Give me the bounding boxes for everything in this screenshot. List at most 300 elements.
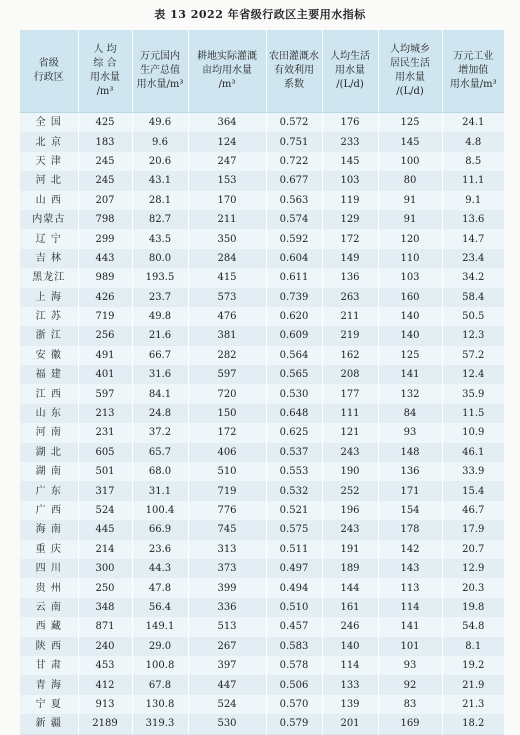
cell-residential-water-per-capita: 114 bbox=[378, 598, 442, 617]
cell-per-capita-water-use: 719 bbox=[78, 307, 132, 326]
cell-water-per-10k-industry: 19.2 bbox=[442, 656, 504, 675]
cell-irrigation-efficiency: 0.494 bbox=[266, 578, 322, 597]
cell-water-per-10k-industry: 11.1 bbox=[442, 171, 504, 190]
cell-province: 吉 林 bbox=[20, 249, 78, 268]
cell-province: 新 疆 bbox=[20, 714, 78, 734]
cell-irrigation-water-per-mu: 513 bbox=[188, 617, 266, 636]
cell-domestic-water-per-capita: 162 bbox=[322, 346, 378, 365]
cell-per-capita-water-use: 412 bbox=[78, 675, 132, 694]
cell-water-per-10k-industry: 9.1 bbox=[442, 191, 504, 210]
cell-water-per-10k-gdp: 56.4 bbox=[132, 598, 188, 617]
cell-irrigation-efficiency: 0.648 bbox=[266, 404, 322, 423]
cell-irrigation-water-per-mu: 124 bbox=[188, 132, 266, 151]
cell-irrigation-efficiency: 0.574 bbox=[266, 210, 322, 229]
cell-residential-water-per-capita: 91 bbox=[378, 210, 442, 229]
cell-irrigation-water-per-mu: 282 bbox=[188, 346, 266, 365]
cell-residential-water-per-capita: 80 bbox=[378, 171, 442, 190]
cell-province: 江 苏 bbox=[20, 307, 78, 326]
cell-water-per-10k-gdp: 100.8 bbox=[132, 656, 188, 675]
cell-irrigation-water-per-mu: 150 bbox=[188, 404, 266, 423]
cell-province: 广 东 bbox=[20, 481, 78, 500]
column-header-irrigation-water-per-mu: 耕地实际灌溉 亩均用水量 /m³ bbox=[188, 30, 266, 113]
cell-per-capita-water-use: 401 bbox=[78, 365, 132, 384]
cell-water-per-10k-gdp: 28.1 bbox=[132, 191, 188, 210]
cell-water-per-10k-industry: 13.6 bbox=[442, 210, 504, 229]
cell-domestic-water-per-capita: 119 bbox=[322, 191, 378, 210]
cell-water-per-10k-industry: 33.9 bbox=[442, 462, 504, 481]
cell-province: 海 南 bbox=[20, 520, 78, 539]
cell-province: 内蒙古 bbox=[20, 210, 78, 229]
cell-water-per-10k-gdp: 66.9 bbox=[132, 520, 188, 539]
cell-domestic-water-per-capita: 129 bbox=[322, 210, 378, 229]
cell-water-per-10k-industry: 20.7 bbox=[442, 540, 504, 559]
cell-irrigation-water-per-mu: 211 bbox=[188, 210, 266, 229]
cell-domestic-water-per-capita: 263 bbox=[322, 288, 378, 307]
table-row bbox=[20, 152, 504, 171]
cell-per-capita-water-use: 871 bbox=[78, 617, 132, 636]
cell-water-per-10k-industry: 19.8 bbox=[442, 598, 504, 617]
cell-irrigation-water-per-mu: 373 bbox=[188, 559, 266, 578]
cell-irrigation-efficiency: 0.457 bbox=[266, 617, 322, 636]
table-row bbox=[20, 559, 504, 578]
cell-residential-water-per-capita: 125 bbox=[378, 113, 442, 133]
cell-water-per-10k-industry: 12.3 bbox=[442, 326, 504, 345]
table-row bbox=[20, 268, 504, 287]
column-header-per-capita-water-use: 人 均 综 合 用水量 /m³ bbox=[78, 30, 132, 113]
cell-domestic-water-per-capita: 177 bbox=[322, 384, 378, 403]
cell-irrigation-efficiency: 0.583 bbox=[266, 637, 322, 656]
cell-domestic-water-per-capita: 111 bbox=[322, 404, 378, 423]
cell-irrigation-water-per-mu: 597 bbox=[188, 365, 266, 384]
cell-per-capita-water-use: 250 bbox=[78, 578, 132, 597]
cell-residential-water-per-capita: 141 bbox=[378, 617, 442, 636]
cell-water-per-10k-industry: 34.2 bbox=[442, 268, 504, 287]
cell-domestic-water-per-capita: 208 bbox=[322, 365, 378, 384]
table-row bbox=[20, 675, 504, 694]
cell-irrigation-water-per-mu: 247 bbox=[188, 152, 266, 171]
cell-irrigation-water-per-mu: 720 bbox=[188, 384, 266, 403]
column-header-water-per-10k-industry: 万元工业 增加值 用水量/m³ bbox=[442, 30, 504, 113]
cell-irrigation-water-per-mu: 397 bbox=[188, 656, 266, 675]
cell-irrigation-water-per-mu: 153 bbox=[188, 171, 266, 190]
cell-water-per-10k-industry: 50.5 bbox=[442, 307, 504, 326]
cell-domestic-water-per-capita: 172 bbox=[322, 229, 378, 248]
cell-per-capita-water-use: 317 bbox=[78, 481, 132, 500]
cell-per-capita-water-use: 207 bbox=[78, 191, 132, 210]
cell-irrigation-water-per-mu: 776 bbox=[188, 501, 266, 520]
column-header-water-per-10k-gdp: 万元国内 生产总值 用水量/m³ bbox=[132, 30, 188, 113]
table-row bbox=[20, 404, 504, 423]
cell-water-per-10k-industry: 8.5 bbox=[442, 152, 504, 171]
cell-domestic-water-per-capita: 161 bbox=[322, 598, 378, 617]
cell-province: 山 西 bbox=[20, 191, 78, 210]
cell-domestic-water-per-capita: 149 bbox=[322, 249, 378, 268]
cell-irrigation-efficiency: 0.532 bbox=[266, 481, 322, 500]
cell-residential-water-per-capita: 92 bbox=[378, 675, 442, 694]
cell-per-capita-water-use: 443 bbox=[78, 249, 132, 268]
cell-domestic-water-per-capita: 191 bbox=[322, 540, 378, 559]
cell-irrigation-efficiency: 0.521 bbox=[266, 501, 322, 520]
cell-water-per-10k-industry: 24.1 bbox=[442, 113, 504, 133]
cell-residential-water-per-capita: 136 bbox=[378, 462, 442, 481]
cell-province: 天 津 bbox=[20, 152, 78, 171]
cell-per-capita-water-use: 453 bbox=[78, 656, 132, 675]
cell-water-per-10k-industry: 23.4 bbox=[442, 249, 504, 268]
cell-per-capita-water-use: 989 bbox=[78, 268, 132, 287]
cell-water-per-10k-industry: 54.8 bbox=[442, 617, 504, 636]
table-row bbox=[20, 598, 504, 617]
cell-water-per-10k-gdp: 149.1 bbox=[132, 617, 188, 636]
cell-per-capita-water-use: 240 bbox=[78, 637, 132, 656]
cell-irrigation-efficiency: 0.677 bbox=[266, 171, 322, 190]
cell-irrigation-efficiency: 0.565 bbox=[266, 365, 322, 384]
cell-residential-water-per-capita: 145 bbox=[378, 132, 442, 151]
cell-domestic-water-per-capita: 201 bbox=[322, 714, 378, 734]
table-row bbox=[20, 462, 504, 481]
cell-province: 广 西 bbox=[20, 501, 78, 520]
cell-residential-water-per-capita: 93 bbox=[378, 656, 442, 675]
cell-water-per-10k-industry: 46.1 bbox=[442, 443, 504, 462]
cell-irrigation-efficiency: 0.604 bbox=[266, 249, 322, 268]
table-row bbox=[20, 714, 504, 734]
cell-irrigation-water-per-mu: 336 bbox=[188, 598, 266, 617]
water-use-indicators-table bbox=[20, 30, 504, 735]
cell-water-per-10k-gdp: 84.1 bbox=[132, 384, 188, 403]
cell-water-per-10k-gdp: 80.0 bbox=[132, 249, 188, 268]
cell-water-per-10k-gdp: 44.3 bbox=[132, 559, 188, 578]
cell-domestic-water-per-capita: 139 bbox=[322, 695, 378, 714]
table-row bbox=[20, 171, 504, 190]
cell-water-per-10k-gdp: 43.5 bbox=[132, 229, 188, 248]
table-row bbox=[20, 132, 504, 151]
table-header bbox=[20, 30, 504, 113]
cell-per-capita-water-use: 597 bbox=[78, 384, 132, 403]
cell-residential-water-per-capita: 110 bbox=[378, 249, 442, 268]
column-header-province: 省级 行政区 bbox=[20, 30, 78, 113]
table-row bbox=[20, 365, 504, 384]
cell-per-capita-water-use: 300 bbox=[78, 559, 132, 578]
cell-irrigation-efficiency: 0.592 bbox=[266, 229, 322, 248]
cell-per-capita-water-use: 491 bbox=[78, 346, 132, 365]
cell-water-per-10k-gdp: 31.6 bbox=[132, 365, 188, 384]
cell-province: 四 川 bbox=[20, 559, 78, 578]
cell-irrigation-water-per-mu: 406 bbox=[188, 443, 266, 462]
cell-irrigation-efficiency: 0.497 bbox=[266, 559, 322, 578]
cell-domestic-water-per-capita: 136 bbox=[322, 268, 378, 287]
cell-residential-water-per-capita: 84 bbox=[378, 404, 442, 423]
cell-irrigation-water-per-mu: 573 bbox=[188, 288, 266, 307]
cell-residential-water-per-capita: 101 bbox=[378, 637, 442, 656]
cell-irrigation-water-per-mu: 350 bbox=[188, 229, 266, 248]
cell-water-per-10k-gdp: 319.3 bbox=[132, 714, 188, 734]
cell-irrigation-efficiency: 0.570 bbox=[266, 695, 322, 714]
table-row bbox=[20, 617, 504, 636]
table-title: 表 13 2022 年省级行政区主要用水指标 bbox=[154, 8, 366, 21]
cell-domestic-water-per-capita: 133 bbox=[322, 675, 378, 694]
cell-water-per-10k-industry: 4.8 bbox=[442, 132, 504, 151]
cell-water-per-10k-industry: 8.1 bbox=[442, 637, 504, 656]
cell-residential-water-per-capita: 178 bbox=[378, 520, 442, 539]
cell-water-per-10k-industry: 35.9 bbox=[442, 384, 504, 403]
cell-province: 甘 肃 bbox=[20, 656, 78, 675]
cell-irrigation-water-per-mu: 719 bbox=[188, 481, 266, 500]
cell-water-per-10k-gdp: 20.6 bbox=[132, 152, 188, 171]
cell-water-per-10k-gdp: 65.7 bbox=[132, 443, 188, 462]
cell-domestic-water-per-capita: 176 bbox=[322, 113, 378, 133]
cell-irrigation-water-per-mu: 170 bbox=[188, 191, 266, 210]
cell-water-per-10k-industry: 20.3 bbox=[442, 578, 504, 597]
table-row bbox=[20, 481, 504, 500]
cell-water-per-10k-industry: 21.3 bbox=[442, 695, 504, 714]
table-row bbox=[20, 346, 504, 365]
cell-water-per-10k-industry: 12.9 bbox=[442, 559, 504, 578]
cell-per-capita-water-use: 605 bbox=[78, 443, 132, 462]
cell-irrigation-water-per-mu: 364 bbox=[188, 113, 266, 133]
cell-per-capita-water-use: 213 bbox=[78, 404, 132, 423]
cell-domestic-water-per-capita: 190 bbox=[322, 462, 378, 481]
column-header-residential-water-per-capita: 人均城乡 居民生活 用水量 /(L/d) bbox=[378, 30, 442, 113]
cell-domestic-water-per-capita: 246 bbox=[322, 617, 378, 636]
cell-per-capita-water-use: 426 bbox=[78, 288, 132, 307]
cell-residential-water-per-capita: 140 bbox=[378, 326, 442, 345]
cell-domestic-water-per-capita: 121 bbox=[322, 423, 378, 442]
column-header-irrigation-efficiency: 农田灌溉水 有效利用 系数 bbox=[266, 30, 322, 113]
cell-residential-water-per-capita: 140 bbox=[378, 307, 442, 326]
cell-domestic-water-per-capita: 233 bbox=[322, 132, 378, 151]
cell-water-per-10k-industry: 12.4 bbox=[442, 365, 504, 384]
cell-water-per-10k-gdp: 66.7 bbox=[132, 346, 188, 365]
cell-province: 重 庆 bbox=[20, 540, 78, 559]
cell-water-per-10k-gdp: 47.8 bbox=[132, 578, 188, 597]
cell-irrigation-water-per-mu: 447 bbox=[188, 675, 266, 694]
water-use-table-container bbox=[20, 30, 504, 735]
cell-irrigation-water-per-mu: 476 bbox=[188, 307, 266, 326]
cell-irrigation-water-per-mu: 530 bbox=[188, 714, 266, 734]
cell-per-capita-water-use: 524 bbox=[78, 501, 132, 520]
cell-domestic-water-per-capita: 196 bbox=[322, 501, 378, 520]
cell-water-per-10k-gdp: 31.1 bbox=[132, 481, 188, 500]
cell-water-per-10k-gdp: 68.0 bbox=[132, 462, 188, 481]
cell-per-capita-water-use: 214 bbox=[78, 540, 132, 559]
header-row bbox=[20, 30, 504, 113]
cell-irrigation-efficiency: 0.564 bbox=[266, 346, 322, 365]
cell-residential-water-per-capita: 91 bbox=[378, 191, 442, 210]
cell-per-capita-water-use: 348 bbox=[78, 598, 132, 617]
cell-province: 云 南 bbox=[20, 598, 78, 617]
cell-water-per-10k-gdp: 23.6 bbox=[132, 540, 188, 559]
cell-irrigation-water-per-mu: 284 bbox=[188, 249, 266, 268]
cell-province: 上 海 bbox=[20, 288, 78, 307]
cell-residential-water-per-capita: 113 bbox=[378, 578, 442, 597]
table-row bbox=[20, 229, 504, 248]
table-row bbox=[20, 637, 504, 656]
cell-residential-water-per-capita: 148 bbox=[378, 443, 442, 462]
cell-province: 安 徽 bbox=[20, 346, 78, 365]
cell-irrigation-water-per-mu: 524 bbox=[188, 695, 266, 714]
table-row bbox=[20, 191, 504, 210]
cell-per-capita-water-use: 798 bbox=[78, 210, 132, 229]
cell-province: 湖 南 bbox=[20, 462, 78, 481]
cell-water-per-10k-industry: 58.4 bbox=[442, 288, 504, 307]
cell-irrigation-water-per-mu: 267 bbox=[188, 637, 266, 656]
cell-residential-water-per-capita: 132 bbox=[378, 384, 442, 403]
cell-irrigation-efficiency: 0.620 bbox=[266, 307, 322, 326]
cell-irrigation-efficiency: 0.722 bbox=[266, 152, 322, 171]
cell-per-capita-water-use: 425 bbox=[78, 113, 132, 133]
cell-water-per-10k-industry: 21.9 bbox=[442, 675, 504, 694]
table-row bbox=[20, 249, 504, 268]
cell-province: 黑龙江 bbox=[20, 268, 78, 287]
cell-water-per-10k-gdp: 21.6 bbox=[132, 326, 188, 345]
table-row bbox=[20, 326, 504, 345]
cell-province: 江 西 bbox=[20, 384, 78, 403]
cell-water-per-10k-gdp: 100.4 bbox=[132, 501, 188, 520]
cell-irrigation-efficiency: 0.572 bbox=[266, 113, 322, 133]
cell-irrigation-water-per-mu: 745 bbox=[188, 520, 266, 539]
cell-residential-water-per-capita: 143 bbox=[378, 559, 442, 578]
cell-irrigation-efficiency: 0.537 bbox=[266, 443, 322, 462]
cell-irrigation-efficiency: 0.611 bbox=[266, 268, 322, 287]
cell-domestic-water-per-capita: 144 bbox=[322, 578, 378, 597]
cell-province: 浙 江 bbox=[20, 326, 78, 345]
cell-water-per-10k-industry: 14.7 bbox=[442, 229, 504, 248]
cell-province: 宁 夏 bbox=[20, 695, 78, 714]
cell-domestic-water-per-capita: 103 bbox=[322, 171, 378, 190]
cell-water-per-10k-gdp: 9.6 bbox=[132, 132, 188, 151]
cell-water-per-10k-industry: 17.9 bbox=[442, 520, 504, 539]
cell-irrigation-water-per-mu: 172 bbox=[188, 423, 266, 442]
cell-domestic-water-per-capita: 145 bbox=[322, 152, 378, 171]
cell-water-per-10k-gdp: 23.7 bbox=[132, 288, 188, 307]
cell-irrigation-efficiency: 0.609 bbox=[266, 326, 322, 345]
table-row bbox=[20, 307, 504, 326]
cell-water-per-10k-industry: 10.9 bbox=[442, 423, 504, 442]
cell-province: 全 国 bbox=[20, 113, 78, 133]
table-row bbox=[20, 288, 504, 307]
cell-per-capita-water-use: 445 bbox=[78, 520, 132, 539]
cell-province: 西 藏 bbox=[20, 617, 78, 636]
cell-per-capita-water-use: 299 bbox=[78, 229, 132, 248]
cell-province: 河 北 bbox=[20, 171, 78, 190]
cell-irrigation-efficiency: 0.506 bbox=[266, 675, 322, 694]
cell-per-capita-water-use: 183 bbox=[78, 132, 132, 151]
table-row bbox=[20, 443, 504, 462]
cell-irrigation-water-per-mu: 399 bbox=[188, 578, 266, 597]
table-row bbox=[20, 656, 504, 675]
cell-per-capita-water-use: 231 bbox=[78, 423, 132, 442]
cell-province: 北 京 bbox=[20, 132, 78, 151]
cell-residential-water-per-capita: 142 bbox=[378, 540, 442, 559]
cell-per-capita-water-use: 245 bbox=[78, 171, 132, 190]
cell-residential-water-per-capita: 141 bbox=[378, 365, 442, 384]
cell-irrigation-efficiency: 0.530 bbox=[266, 384, 322, 403]
cell-water-per-10k-industry: 18.2 bbox=[442, 714, 504, 734]
cell-residential-water-per-capita: 83 bbox=[378, 695, 442, 714]
cell-domestic-water-per-capita: 252 bbox=[322, 481, 378, 500]
table-row bbox=[20, 695, 504, 714]
cell-water-per-10k-gdp: 130.8 bbox=[132, 695, 188, 714]
cell-per-capita-water-use: 501 bbox=[78, 462, 132, 481]
cell-per-capita-water-use: 245 bbox=[78, 152, 132, 171]
cell-per-capita-water-use: 2189 bbox=[78, 714, 132, 734]
cell-water-per-10k-gdp: 49.6 bbox=[132, 113, 188, 133]
table-row bbox=[20, 384, 504, 403]
cell-province: 福 建 bbox=[20, 365, 78, 384]
cell-irrigation-efficiency: 0.575 bbox=[266, 520, 322, 539]
cell-water-per-10k-gdp: 37.2 bbox=[132, 423, 188, 442]
cell-domestic-water-per-capita: 114 bbox=[322, 656, 378, 675]
cell-water-per-10k-gdp: 24.8 bbox=[132, 404, 188, 423]
cell-province: 湖 北 bbox=[20, 443, 78, 462]
table-row bbox=[20, 210, 504, 229]
cell-water-per-10k-gdp: 82.7 bbox=[132, 210, 188, 229]
table-body bbox=[20, 113, 504, 735]
cell-province: 河 南 bbox=[20, 423, 78, 442]
table-row bbox=[20, 423, 504, 442]
cell-residential-water-per-capita: 93 bbox=[378, 423, 442, 442]
cell-irrigation-efficiency: 0.511 bbox=[266, 540, 322, 559]
cell-residential-water-per-capita: 169 bbox=[378, 714, 442, 734]
cell-province: 辽 宁 bbox=[20, 229, 78, 248]
cell-water-per-10k-industry: 46.7 bbox=[442, 501, 504, 520]
cell-province: 陕 西 bbox=[20, 637, 78, 656]
cell-residential-water-per-capita: 120 bbox=[378, 229, 442, 248]
cell-irrigation-efficiency: 0.578 bbox=[266, 656, 322, 675]
cell-domestic-water-per-capita: 189 bbox=[322, 559, 378, 578]
cell-residential-water-per-capita: 125 bbox=[378, 346, 442, 365]
cell-irrigation-efficiency: 0.510 bbox=[266, 598, 322, 617]
cell-residential-water-per-capita: 154 bbox=[378, 501, 442, 520]
cell-irrigation-efficiency: 0.579 bbox=[266, 714, 322, 734]
cell-irrigation-efficiency: 0.625 bbox=[266, 423, 322, 442]
column-header-domestic-water-per-capita: 人均生活 用水量 /(L/d) bbox=[322, 30, 378, 113]
table-row bbox=[20, 501, 504, 520]
cell-irrigation-efficiency: 0.739 bbox=[266, 288, 322, 307]
cell-irrigation-water-per-mu: 415 bbox=[188, 268, 266, 287]
table-row bbox=[20, 578, 504, 597]
cell-irrigation-efficiency: 0.563 bbox=[266, 191, 322, 210]
cell-domestic-water-per-capita: 243 bbox=[322, 520, 378, 539]
cell-irrigation-efficiency: 0.553 bbox=[266, 462, 322, 481]
table-row bbox=[20, 540, 504, 559]
cell-irrigation-water-per-mu: 381 bbox=[188, 326, 266, 345]
cell-residential-water-per-capita: 103 bbox=[378, 268, 442, 287]
cell-water-per-10k-gdp: 49.8 bbox=[132, 307, 188, 326]
cell-residential-water-per-capita: 171 bbox=[378, 481, 442, 500]
cell-domestic-water-per-capita: 219 bbox=[322, 326, 378, 345]
cell-province: 山 东 bbox=[20, 404, 78, 423]
cell-domestic-water-per-capita: 211 bbox=[322, 307, 378, 326]
cell-province: 青 海 bbox=[20, 675, 78, 694]
cell-province: 贵 州 bbox=[20, 578, 78, 597]
cell-water-per-10k-gdp: 193.5 bbox=[132, 268, 188, 287]
cell-water-per-10k-industry: 11.5 bbox=[442, 404, 504, 423]
cell-per-capita-water-use: 256 bbox=[78, 326, 132, 345]
cell-water-per-10k-gdp: 29.0 bbox=[132, 637, 188, 656]
cell-residential-water-per-capita: 160 bbox=[378, 288, 442, 307]
table-row-national bbox=[20, 113, 504, 133]
cell-irrigation-water-per-mu: 313 bbox=[188, 540, 266, 559]
cell-water-per-10k-gdp: 43.1 bbox=[132, 171, 188, 190]
table-row bbox=[20, 520, 504, 539]
cell-irrigation-water-per-mu: 510 bbox=[188, 462, 266, 481]
cell-domestic-water-per-capita: 140 bbox=[322, 637, 378, 656]
cell-per-capita-water-use: 913 bbox=[78, 695, 132, 714]
cell-irrigation-efficiency: 0.751 bbox=[266, 132, 322, 151]
cell-domestic-water-per-capita: 243 bbox=[322, 443, 378, 462]
cell-water-per-10k-gdp: 67.8 bbox=[132, 675, 188, 694]
cell-water-per-10k-industry: 15.4 bbox=[442, 481, 504, 500]
